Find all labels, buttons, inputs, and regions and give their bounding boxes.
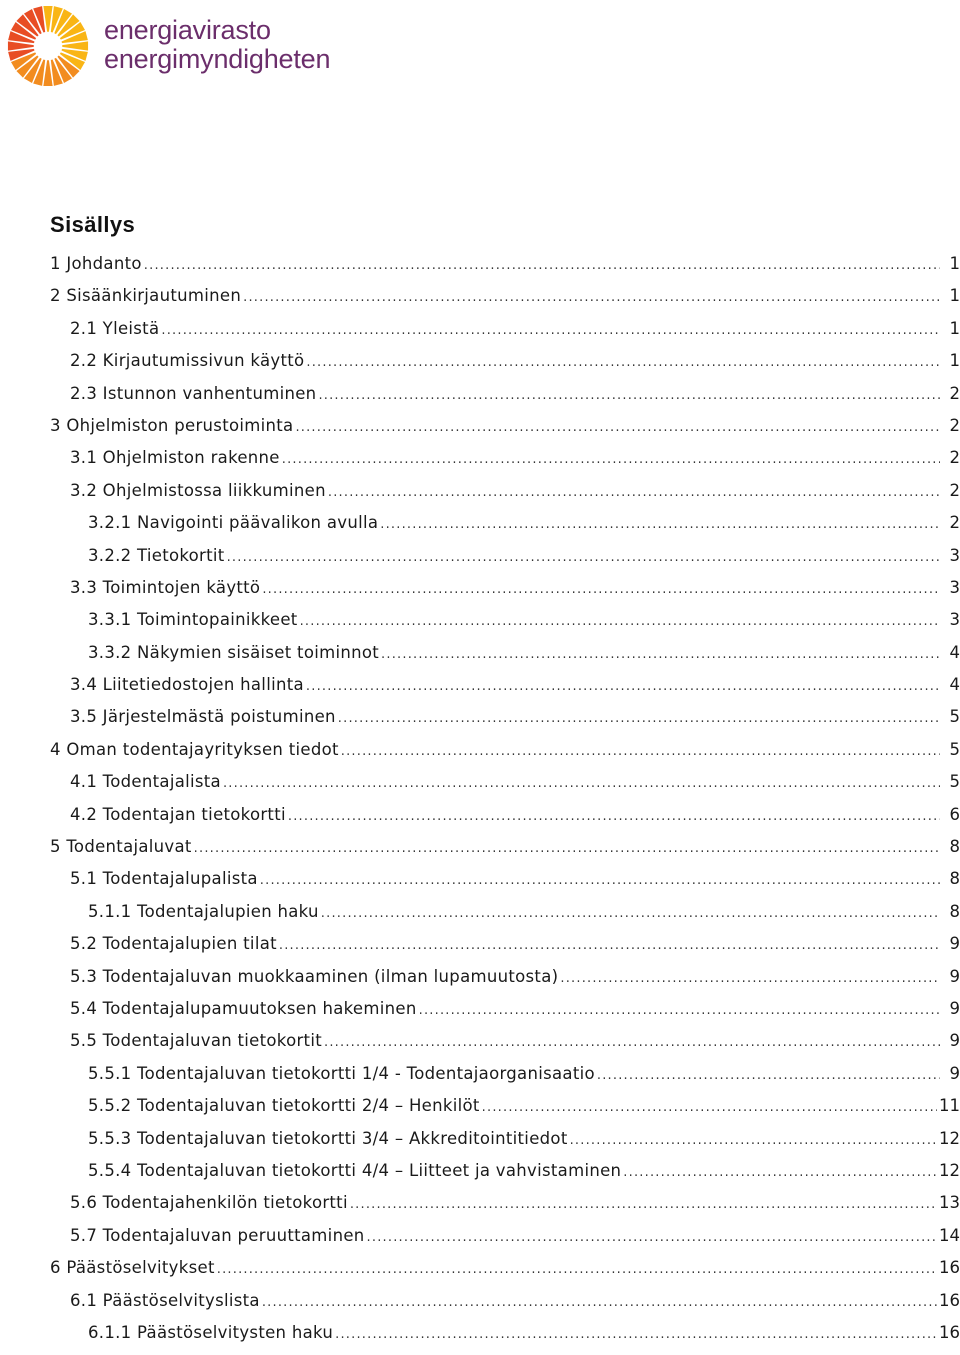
toc-entry[interactable] [50,610,960,642]
toc-entry[interactable] [50,934,960,966]
toc-entry-label[interactable]: 3.2.2 Tietokortit [88,545,225,565]
toc-entry-label[interactable]: 5.2 Todentajalupien tilat [70,934,277,954]
toc-entry[interactable] [50,1291,960,1323]
toc-entry-page[interactable]: 8 [949,869,960,889]
toc-entry-label[interactable]: 2.2 Kirjautumissivun käyttö [70,351,305,371]
toc-dot-leader [341,744,940,759]
toc-dot-leader [324,1035,940,1050]
toc-entry-label[interactable]: 2 Sisäänkirjautuminen [50,286,242,306]
toc-entry-label[interactable]: 3.5 Järjestelmästä poistuminen [70,707,336,727]
toc-entry-page[interactable]: 5 [949,739,960,759]
toc-entry[interactable] [50,837,960,869]
toc-entry-page[interactable]: 8 [949,837,960,857]
toc-entry-page[interactable]: 13 [939,1193,960,1213]
toc-entry-label[interactable]: 2.1 Yleistä [70,318,160,338]
toc-entry-page[interactable]: 2 [949,448,960,468]
toc-entry-page[interactable]: 3 [949,545,960,565]
toc-entry-page[interactable]: 5 [949,707,960,727]
toc-dot-leader [262,582,940,597]
toc-dot-leader [161,323,940,338]
toc-dot-leader [223,776,940,791]
toc-dot-leader [623,1165,937,1180]
toc-entry-label[interactable]: 5.5.2 Todentajaluvan tietokortti 2/4 – Henkilöt [88,1096,480,1116]
toc-entry-label[interactable]: 3.1 Ohjelmiston rakenne [70,448,280,468]
toc-entry-page[interactable]: 9 [949,966,960,986]
toc-entry[interactable] [50,1323,960,1355]
toc-dot-leader [338,711,940,726]
toc-dot-leader [560,971,940,986]
logo-line-1: energiavirasto [104,15,271,45]
toc-dot-leader [282,452,940,467]
logo-ray [8,41,34,50]
toc-entry[interactable] [50,1096,960,1128]
toc-entry-label[interactable]: 3.3.1 Toimintopainikkeet [88,610,298,630]
toc-title: Sisällys [50,212,136,237]
toc-entry-label[interactable]: 5.5.4 Todentajaluvan tietokortti 4/4 – Liitteet ja vahvistaminen [88,1160,622,1180]
toc-entry-page[interactable]: 16 [939,1258,960,1278]
toc-entry-label[interactable]: 5 Todentajaluvat [50,837,192,857]
toc-dot-leader [144,258,940,273]
toc-entry-page[interactable]: 11 [939,1096,960,1116]
toc-dot-leader [288,809,940,824]
toc-dot-leader [295,420,940,435]
toc-entry-page[interactable]: 5 [949,772,960,792]
toc-entry[interactable] [50,384,960,416]
toc-entry-label[interactable]: 5.5 Todentajaluvan tietokortit [70,1031,322,1051]
toc-entry-label[interactable]: 6 Päästöselvitykset [50,1258,215,1278]
toc-entry-page[interactable]: 16 [939,1290,960,1310]
toc-entry-page[interactable]: 12 [939,1160,960,1180]
toc-entry-page[interactable]: 4 [949,642,960,662]
toc-entry[interactable] [50,869,960,901]
toc-entry-page[interactable]: 14 [939,1225,960,1245]
toc-dot-leader [194,841,940,856]
toc-dot-leader [380,517,940,532]
toc-entry-label[interactable]: 5.1 Todentajalupalista [70,869,258,889]
toc-entry[interactable] [50,1161,960,1193]
toc-dot-leader [367,1230,937,1245]
toc-entry[interactable] [50,1193,960,1225]
toc-entry[interactable] [50,546,960,578]
toc-entry[interactable] [50,1226,960,1258]
toc-dot-leader [279,938,940,953]
toc-entry-label[interactable]: 3.3 Toimintojen käyttö [70,577,261,597]
toc-dot-leader [260,873,940,888]
toc-entry[interactable] [50,319,960,351]
toc-entry-label[interactable]: 4.2 Todentajan tietokortti [70,804,286,824]
toc-entry-page[interactable]: 1 [949,351,960,371]
toc-entry-page[interactable]: 4 [949,675,960,695]
toc-dot-leader [300,614,940,629]
toc-dot-leader [381,647,940,662]
toc-entry[interactable] [50,902,960,934]
logo-line-2: energimyndigheten [104,44,331,74]
toc-entry-label[interactable]: 1 Johdanto [50,254,142,273]
toc-entry-label[interactable]: 3.3.2 Näkymien sisäiset toiminnot [88,642,380,662]
toc-entry-page[interactable]: 3 [949,610,960,630]
toc-entry[interactable] [50,643,960,675]
toc-entry-label[interactable]: 5.3 Todentajaluvan muokkaaminen (ilman lupamuutosta) [70,966,559,986]
toc-entry-label[interactable]: 5.5.3 Todentajaluvan tietokortti 3/4 – Akkreditointitiedot [88,1128,568,1148]
toc-entry-label[interactable]: 6.1 Päästöselvityslista [70,1290,260,1310]
toc-dot-leader [217,1262,937,1277]
toc-entry-label[interactable]: 5.5.1 Todentajaluvan tietokortti 1/4 - Todentajaorganisaatio [88,1063,595,1083]
toc-entry-page[interactable]: 1 [949,286,960,306]
logo-ray [43,6,52,32]
toc-entry-page[interactable]: 8 [949,901,960,921]
toc-entry[interactable] [50,805,960,837]
toc-entry[interactable] [50,675,960,707]
toc-entry-label[interactable]: 2.3 Istunnon vanhentuminen [70,383,317,403]
sun-logo-icon [6,4,90,88]
toc-entry-page[interactable]: 1 [949,254,960,273]
toc-dot-leader [243,290,940,305]
toc-entry[interactable] [50,351,960,383]
toc-entry[interactable] [50,481,960,513]
toc-entry-label[interactable]: 4.1 Todentajalista [70,772,221,792]
logo-ray [43,60,52,86]
toc-entry-label[interactable]: 3.2 Ohjelmistossa liikkuminen [70,480,326,500]
toc-entry[interactable] [50,967,960,999]
toc-dot-leader [306,355,940,370]
toc-entry[interactable] [50,416,960,448]
toc-entry[interactable] [50,513,960,545]
toc-entry-label[interactable]: 5.6 Todentajahenkilön tietokortti [70,1193,348,1213]
logo-ray [62,41,88,50]
toc-dot-leader [419,1003,940,1018]
toc-entry-page[interactable]: 2 [949,480,960,500]
toc-entry-page[interactable]: 2 [949,383,960,403]
toc-dot-leader [306,679,940,694]
toc-entry-label[interactable]: 5.1.1 Todentajalupien haku [88,901,319,921]
toc-entry[interactable] [50,578,960,610]
toc-dot-leader [328,485,940,500]
toc-entry-page[interactable]: 12 [939,1128,960,1148]
logo-wordmark [104,16,330,74]
toc-entry-page[interactable]: 9 [949,934,960,954]
toc-entry-label[interactable]: 3.4 Liitetiedostojen hallinta [70,675,304,695]
toc-entry[interactable] [50,448,960,480]
toc-dot-leader [318,388,940,403]
toc-entry-label[interactable]: 3 Ohjelmiston perustoiminta [50,415,294,435]
table-of-contents [50,254,960,1355]
toc-entry-page[interactable]: 2 [949,415,960,435]
toc-dot-leader [262,1295,937,1310]
toc-entry-page[interactable]: 6 [949,804,960,824]
toc-entry-page[interactable]: 16 [939,1322,960,1342]
toc-entry-page[interactable]: 9 [949,998,960,1018]
energiavirasto-logo [6,4,346,94]
toc-entry-label[interactable]: 5.7 Todentajaluvan peruuttaminen [70,1225,365,1245]
toc-entry[interactable] [50,286,960,318]
toc-dot-leader [227,550,940,565]
toc-entry[interactable] [50,707,960,739]
toc-dot-leader [335,1327,937,1342]
toc-entry-page[interactable]: 3 [949,577,960,597]
toc-dot-leader [482,1100,937,1115]
toc-entry[interactable] [50,1031,960,1063]
toc-entry-page[interactable]: 2 [949,513,960,533]
toc-entry[interactable] [50,1064,960,1096]
toc-dot-leader [597,1068,940,1083]
toc-entry-label[interactable]: 6.1.1 Päästöselvitysten haku [88,1322,334,1342]
toc-entry-label[interactable]: 4 Oman todentajayrityksen tiedot [50,739,339,759]
toc-entry-page[interactable]: 1 [949,318,960,338]
toc-entry-label[interactable]: 3.2.1 Navigointi päävalikon avulla [88,513,379,533]
toc-entry[interactable] [50,254,960,286]
toc-entry[interactable] [50,999,960,1031]
toc-entry[interactable] [50,772,960,804]
toc-entry-page[interactable]: 9 [949,1031,960,1051]
toc-entry-page[interactable]: 9 [949,1063,960,1083]
toc-dot-leader [350,1197,937,1212]
toc-entry[interactable] [50,740,960,772]
toc-dot-leader [570,1133,937,1148]
toc-entry-label[interactable]: 5.4 Todentajalupamuutoksen hakeminen [70,998,417,1018]
toc-entry[interactable] [50,1129,960,1161]
toc-entry[interactable] [50,1258,960,1290]
toc-dot-leader [321,906,940,921]
